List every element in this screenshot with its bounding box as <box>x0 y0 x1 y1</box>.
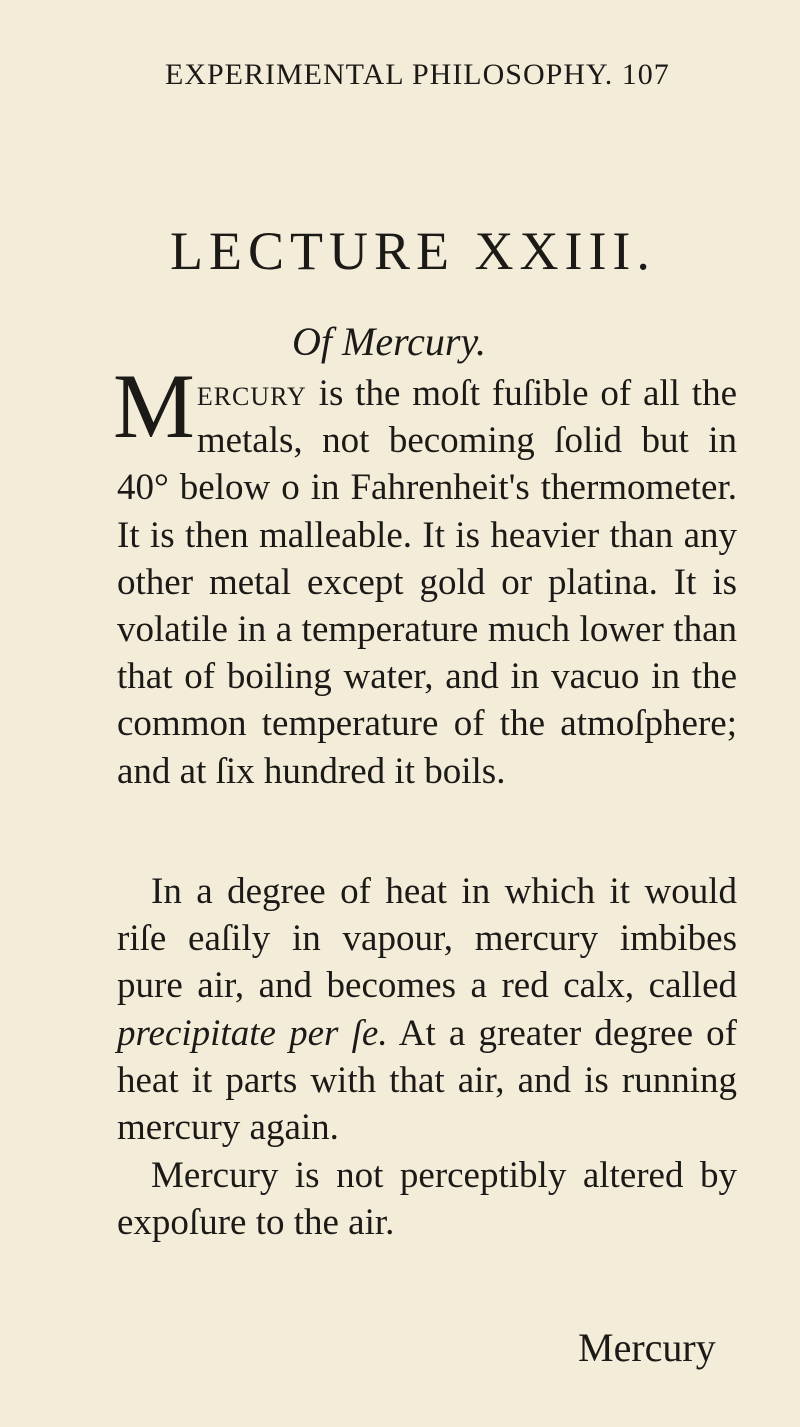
italic-term: precipitate per ſe. <box>117 1012 388 1054</box>
running-head: EXPERIMENTAL PHILOSOPHY. 107 <box>165 58 670 91</box>
paragraph-2 <box>117 868 737 1151</box>
drop-cap: M <box>113 355 195 457</box>
lecture-subtitle: Of Mercury. <box>292 319 487 364</box>
paragraph-2-text-before: In a degree of heat in which it would riſe eaſily in vapour, mercury imbibes pure air, and becomes a red calx, called <box>117 871 737 1007</box>
opening-word: ercury <box>196 373 307 414</box>
paragraph-1-text: is the moſt fuſible of all the metals, not becoming ſolid but in 40° below o in Fahrenheit's thermometer. It is then malleable. It is heavier than any other metal except gold or platina. It is volatile in a temperature much lower than that of boiling water, and in vacuo in the common temperature of the atmoſphere; and at ſix hundred it boils. <box>117 373 737 792</box>
catchword: Mercury <box>578 1325 716 1370</box>
paragraph-3: Mercury is not perceptibly altered by expoſure to the air. <box>117 1155 737 1244</box>
lecture-title: LECTURE XXIII. <box>170 221 656 281</box>
paragraph-1 <box>113 355 737 795</box>
paragraph-2-text-after: At a greater degree of heat it parts with that air, and is running mercury again. <box>117 1012 738 1149</box>
